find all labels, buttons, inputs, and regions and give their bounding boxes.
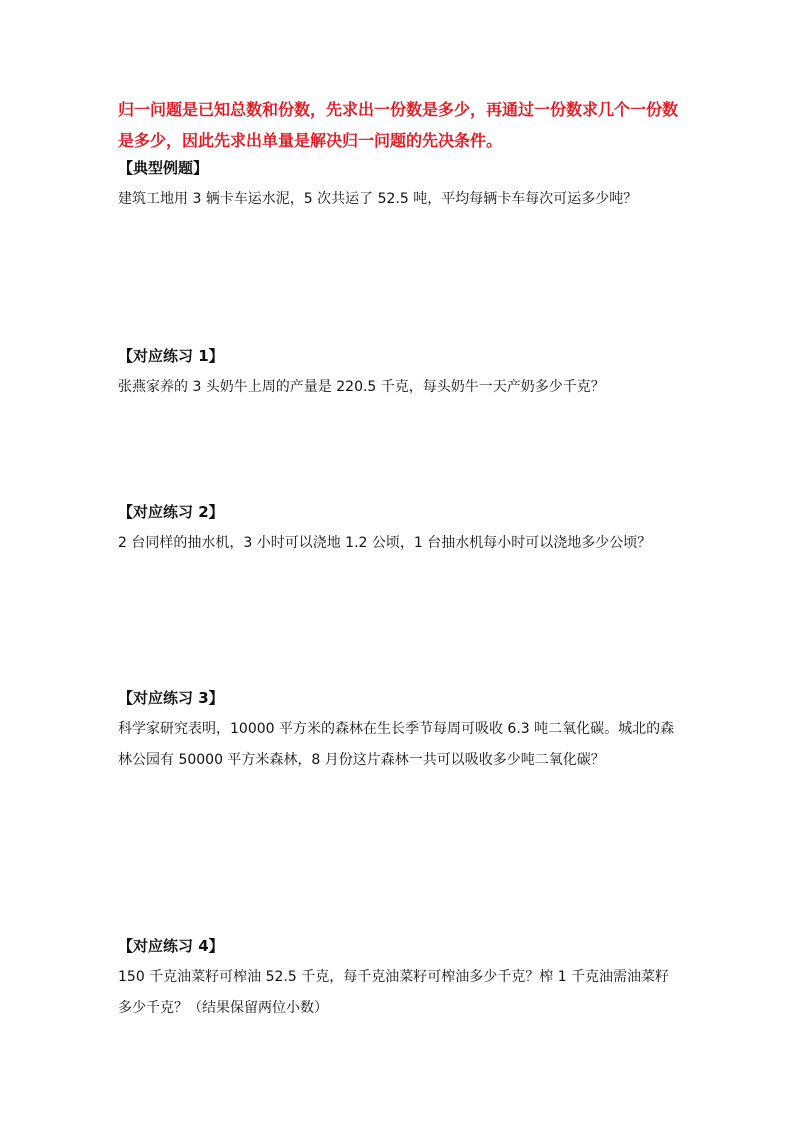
example-section [118,156,678,215]
section-heading: 【典型例题】 [118,159,209,177]
practice-section-1 [118,344,678,403]
practice-section-4 [118,934,678,1024]
problem-text: 科学家研究表明，10000 平方米的森林在生长季节每周可吸收 6.3 吨二氧化碳。城北的森林公园有 50000 平方米森林，8 月份这片森林一共可以吸收多少吨二氧化碳？ [118,721,675,768]
problem-text: 150 千克油菜籽可榨油 52.5 千克，每千克油菜籽可榨油多少千克？榨 1 千克油需油菜籽多少千克？（结果保留两位小数） [118,969,670,1016]
section-heading: 【对应练习 2】 [118,503,224,521]
practice-section-3 [118,686,678,776]
problem-text: 2 台同样的抽水机，3 小时可以浇地 1.2 公顷，1 台抽水机每小时可以浇地多少公顷？ [118,535,652,551]
section-heading: 【对应练习 4】 [118,937,224,955]
practice-section-2 [118,500,678,559]
problem-text: 张燕家养的 3 头奶牛上周的产量是 220.5 千克，每头奶牛一天产奶多少千克？ [118,379,605,395]
problem-text: 建筑工地用 3 辆卡车运水泥，5 次共运了 52.5 吨，平均每辆卡车每次可运多少吨？ [118,191,638,207]
section-heading: 【对应练习 1】 [118,347,224,365]
section-heading: 【对应练习 3】 [118,689,224,707]
intro-paragraph: 归一问题是已知总数和份数，先求出一份数是多少，再通过一份数求几个一份数是多少，因此先求出单量是解决归一问题的先决条件。 [118,100,679,150]
